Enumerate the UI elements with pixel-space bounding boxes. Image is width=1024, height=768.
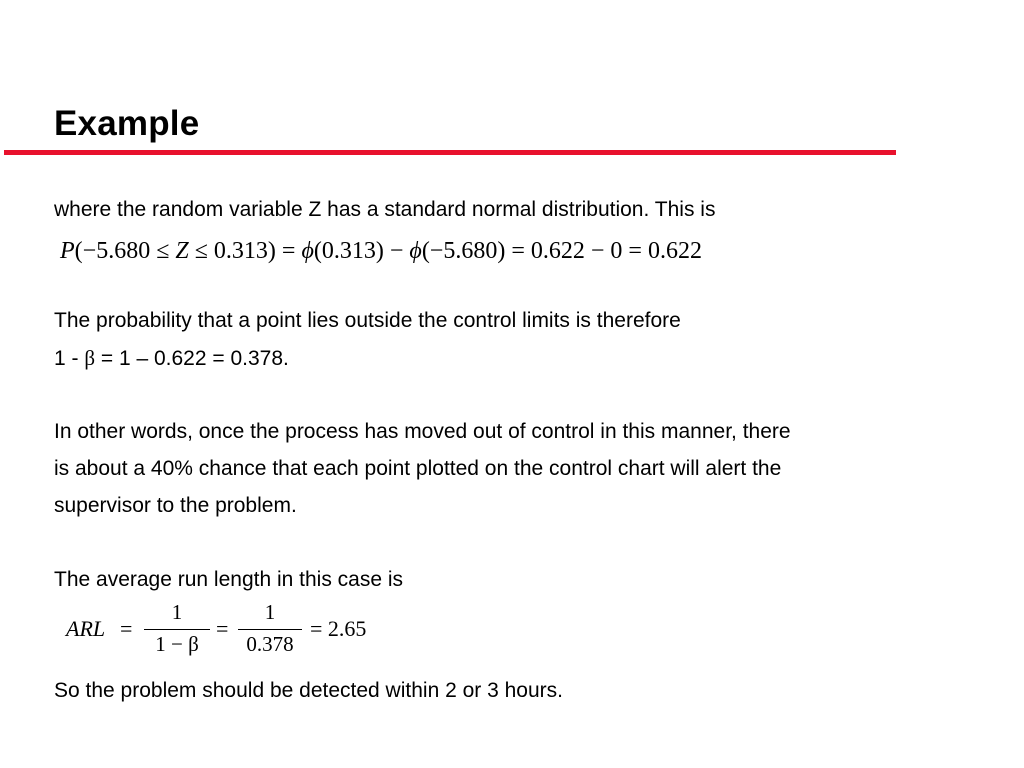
arl-label: ARL bbox=[66, 616, 106, 641]
arl-intro: The average run length in this case is bbox=[54, 568, 404, 591]
phi-arg-1: (0.313) − bbox=[313, 238, 410, 264]
frac1-numerator: 1 bbox=[171, 600, 183, 624]
para1-line1: The probability that a point lies outside the control limits is therefore bbox=[54, 309, 681, 332]
prob-args-open: (−5.680 ≤ bbox=[74, 238, 176, 264]
probability-equation bbox=[60, 238, 702, 265]
phi-arg-2: (−5.680) = 0.622 − 0 = 0.622 bbox=[421, 238, 702, 264]
beta-symbol: β bbox=[84, 346, 96, 370]
para2-line: supervisor to the problem. bbox=[54, 494, 297, 517]
slide-title: Example bbox=[54, 104, 200, 143]
arl-result: = 2.65 bbox=[310, 616, 367, 641]
para2-line: In other words, once the process has moved out of control in this manner, there bbox=[54, 420, 791, 443]
phi-symbol-1: ϕ bbox=[301, 238, 314, 264]
frac1-bar bbox=[144, 629, 210, 630]
frac1-denominator: 1 − β bbox=[155, 632, 199, 656]
prob-args-close: ≤ 0.313) = bbox=[188, 238, 302, 264]
arl-equation bbox=[66, 600, 396, 660]
prob-var: Z bbox=[175, 238, 189, 264]
prob-func: P bbox=[60, 238, 75, 264]
para1-line2 bbox=[54, 346, 289, 371]
arl-equals-2: = bbox=[216, 616, 229, 641]
intro-line: where the random variable Z has a standard normal distribution. This is bbox=[54, 198, 716, 221]
frac2-bar bbox=[238, 629, 302, 630]
frac2-numerator: 1 bbox=[264, 600, 276, 624]
para2-line: is about a 40% chance that each point plotted on the control chart will alert the bbox=[54, 457, 782, 480]
conclusion: So the problem should be detected within 2 or 3 hours. bbox=[54, 679, 563, 702]
frac2-denominator: 0.378 bbox=[246, 632, 294, 656]
para1-line2-suffix: = 1 – 0.622 = 0.378. bbox=[95, 347, 289, 370]
title-divider bbox=[4, 150, 896, 155]
arl-equals-1: = bbox=[120, 616, 133, 641]
phi-symbol-2: ϕ bbox=[409, 238, 422, 264]
para1-line2-prefix: 1 - bbox=[54, 347, 85, 370]
